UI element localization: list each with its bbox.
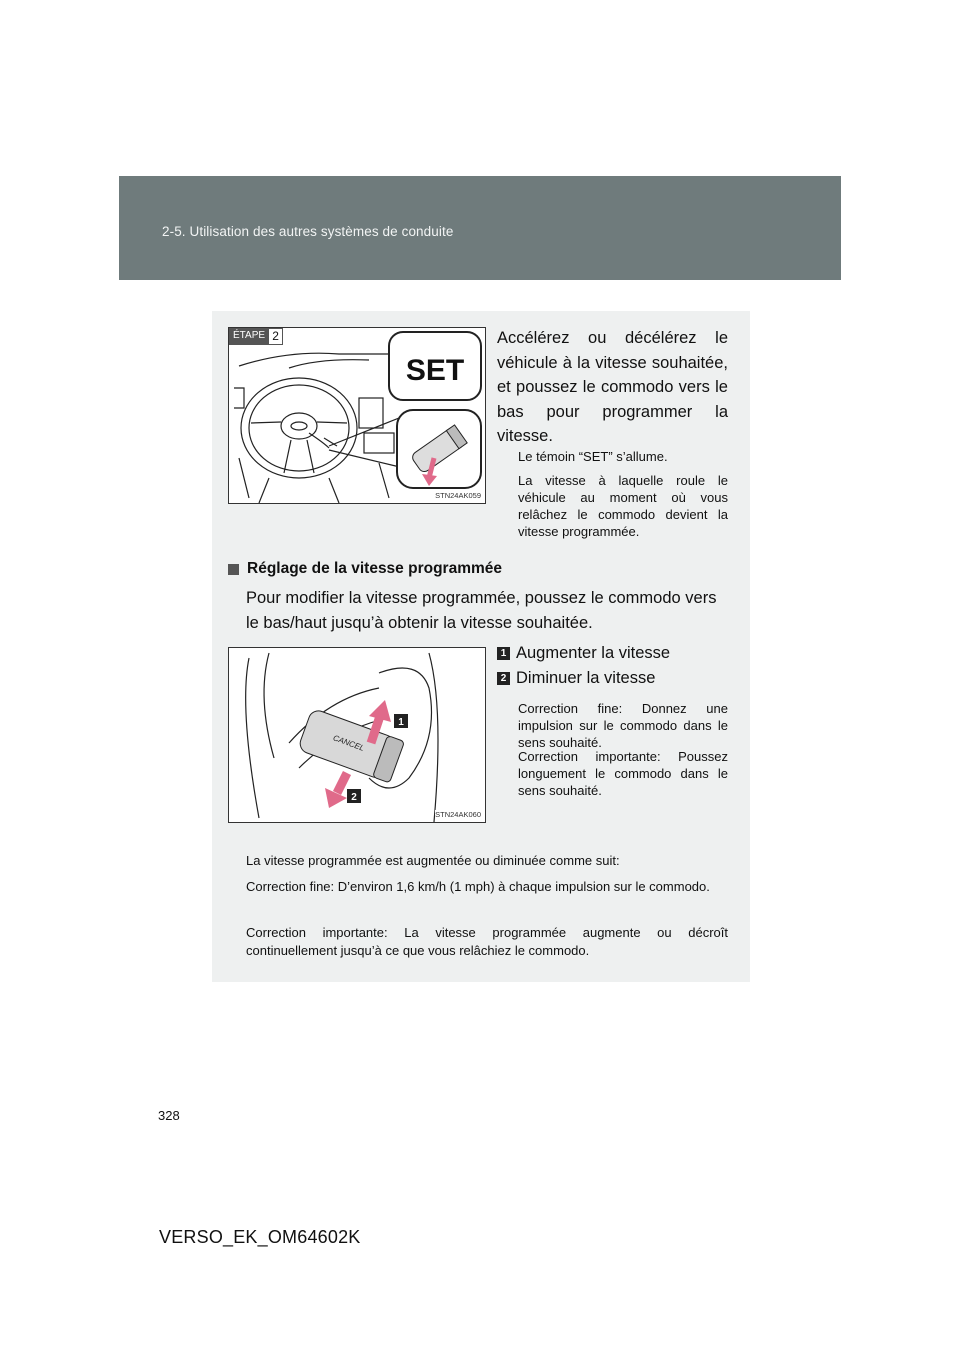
correction-note: Correction importante: Poussez longuement le commodo dans le sens souhaité. — [518, 749, 728, 798]
correction-note: Correction fine: Donnez une impulsion sur le commodo dans le sens souhaité. — [518, 701, 728, 750]
set-callout-label: SET — [405, 354, 465, 387]
step-label: ÉTAPE — [229, 328, 268, 345]
info-note: Correction importante: La vitesse programmée augmente ou décroît continuellement jusqu’à ce que vous relâchiez le commodo. — [246, 925, 728, 958]
arrow-tag-1: 1 — [398, 717, 404, 728]
arrow-tag-2: 2 — [351, 792, 357, 803]
figure-steering-wheel — [228, 327, 486, 504]
step-instruction: Accélérez ou décélérez le véhicule à la vitesse souhaitée, et poussez le commodo vers le bas pour programmer la vitesse. — [497, 329, 728, 445]
svg-text:CANCEL: CANCEL — [331, 733, 366, 753]
section-paragraph: Pour modifier la vitesse programmée, poussez le commodo vers le bas/haut jusqu’à obtenir la vitesse souhaitée. — [246, 589, 717, 632]
step-indicator — [229, 328, 283, 345]
section-heading — [228, 560, 502, 578]
figure-code: STN24AK059 — [435, 491, 481, 500]
step-note: Le témoin “SET” s’allume. — [518, 449, 668, 464]
figure-lever — [228, 647, 486, 823]
lever-illustration — [229, 648, 485, 822]
list-item-label: Augmenter la vitesse — [516, 644, 671, 662]
step-number: 2 — [268, 328, 283, 345]
section-title: 2-5. Utilisation des autres systèmes de conduite — [162, 224, 454, 239]
document-code: VERSO_EK_OM64602K — [159, 1227, 361, 1247]
figure-code: STN24AK060 — [435, 810, 481, 819]
list-item-label: Diminuer la vitesse — [516, 669, 656, 687]
info-note: Correction fine: D’environ 1,6 km/h (1 mph) à chaque impulsion sur le commodo. — [246, 879, 710, 894]
list-item — [497, 644, 670, 663]
step-note: La vitesse à laquelle roule le véhicule au moment où vous relâchez le commodo devient la vitesse programmée. — [518, 473, 728, 539]
info-note: La vitesse programmée est augmentée ou diminuée comme suit: — [246, 853, 620, 868]
section-header-bar — [119, 176, 841, 280]
list-item — [497, 669, 655, 688]
number-badge: 1 — [497, 647, 510, 660]
number-badge: 2 — [497, 672, 510, 685]
section-heading-text: Réglage de la vitesse programmée — [247, 560, 503, 577]
page-number: 328 — [158, 1108, 180, 1123]
steering-wheel-illustration — [229, 328, 485, 503]
square-bullet-icon — [228, 564, 239, 575]
